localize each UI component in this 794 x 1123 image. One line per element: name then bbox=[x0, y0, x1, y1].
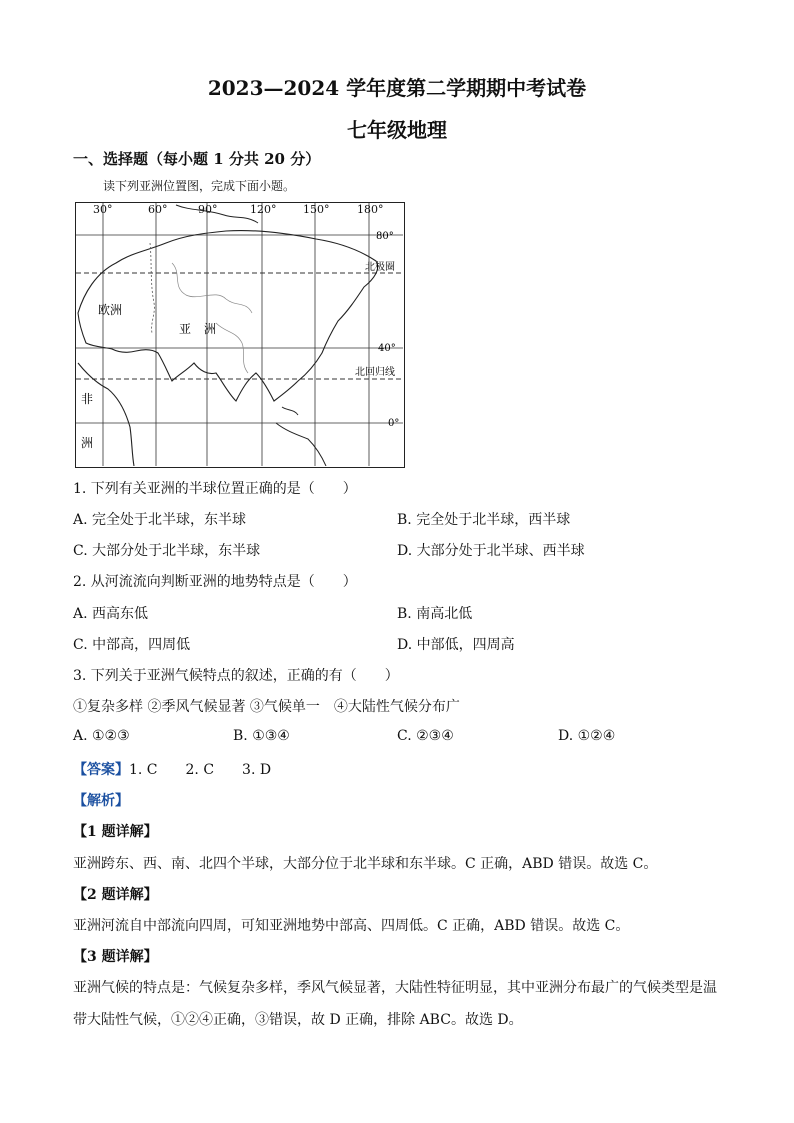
question-3-stem: 3. 下列关于亚洲气候特点的叙述，正确的有（ ） bbox=[73, 668, 399, 684]
map-intro: 读下列亚洲位置图，完成下面小题。 bbox=[103, 179, 296, 193]
question-3-statements: ①复杂多样 ②季风气候显著 ③气候单一 ④大陆性气候分布广 bbox=[73, 699, 460, 715]
label-equator: 0° bbox=[388, 418, 400, 429]
label-lon-30: 30° bbox=[93, 203, 113, 216]
analysis-tag: 【解析】 bbox=[73, 793, 129, 809]
section-heading: 一、选择题（每小题 1 分共 20 分） bbox=[73, 150, 321, 168]
label-europe: 欧洲 bbox=[98, 303, 123, 317]
question-3-option-c: C. ②③④ bbox=[397, 728, 454, 744]
question-2-stem: 2. 从河流流向判断亚洲的地势特点是（ ） bbox=[73, 574, 357, 590]
asia-location-map bbox=[75, 202, 405, 468]
label-asia-1: 亚 bbox=[179, 322, 192, 336]
label-africa-2: 洲 bbox=[81, 436, 94, 450]
label-africa-1: 非 bbox=[81, 392, 94, 406]
question-1-option-b: B. 完全处于北半球，西半球 bbox=[397, 512, 571, 528]
exam-subtitle: 七年级地理 bbox=[347, 118, 447, 142]
label-lon-180: 180° bbox=[357, 203, 384, 216]
label-asia-2: 洲 bbox=[204, 322, 217, 336]
detail-3-tag: 【3 题详解】 bbox=[73, 949, 158, 965]
detail-2-text: 亚洲河流自中部流向四周，可知亚洲地势中部高、四周低。C 正确，ABD 错误。故选 C。 bbox=[73, 918, 630, 934]
question-2-option-a: A. 西高东低 bbox=[73, 606, 149, 622]
question-1-option-c: C. 大部分处于北半球，东半球 bbox=[73, 543, 261, 559]
question-1-stem: 1. 下列有关亚洲的半球位置正确的是（ ） bbox=[73, 481, 357, 497]
label-lat-80: 80° bbox=[376, 231, 394, 242]
label-lon-120: 120° bbox=[250, 203, 277, 216]
answer-text: 1. C 2. C 3. D bbox=[129, 762, 272, 778]
question-2-option-c: C. 中部高，四周低 bbox=[73, 637, 191, 653]
detail-3-text-line1: 亚洲气候的特点是：气候复杂多样，季风气候显著，大陆性特征明显，其中亚洲分布最广的气候类型是温 bbox=[73, 980, 717, 996]
question-1-option-d: D. 大部分处于北半球、西半球 bbox=[397, 543, 585, 559]
exam-title: 2023—2024 学年度第二学期期中考试卷 bbox=[207, 76, 587, 100]
question-3-option-d: D. ①②④ bbox=[558, 728, 616, 744]
label-lat-40: 40° bbox=[378, 343, 396, 354]
question-2-option-b: B. 南高北低 bbox=[397, 606, 473, 622]
question-3-option-b: B. ①③④ bbox=[233, 728, 290, 744]
detail-2-tag: 【2 题详解】 bbox=[73, 887, 158, 903]
answer-tag: 【答案】 bbox=[73, 762, 129, 778]
label-tropic-cancer: 北回归线 bbox=[355, 367, 395, 378]
detail-1-tag: 【1 题详解】 bbox=[73, 824, 158, 840]
detail-1-text: 亚洲跨东、西、南、北四个半球，大部分位于北半球和东半球。C 正确，ABD 错误。故选 C。 bbox=[73, 856, 658, 872]
question-3-option-a: A. ①②③ bbox=[73, 728, 130, 744]
answer-line bbox=[73, 759, 271, 779]
label-lon-60: 60° bbox=[148, 203, 168, 216]
label-arctic-circle: 北极圈 bbox=[365, 262, 395, 273]
question-1-option-a: A. 完全处于北半球，东半球 bbox=[73, 512, 247, 528]
detail-3-text-line2: 带大陆性气候，①②④正确，③错误，故 D 正确，排除 ABC。故选 D。 bbox=[73, 1012, 523, 1028]
question-2-option-d: D. 中部低，四周高 bbox=[397, 637, 515, 653]
label-lon-150: 150° bbox=[303, 203, 330, 216]
label-lon-90: 90° bbox=[198, 203, 218, 216]
